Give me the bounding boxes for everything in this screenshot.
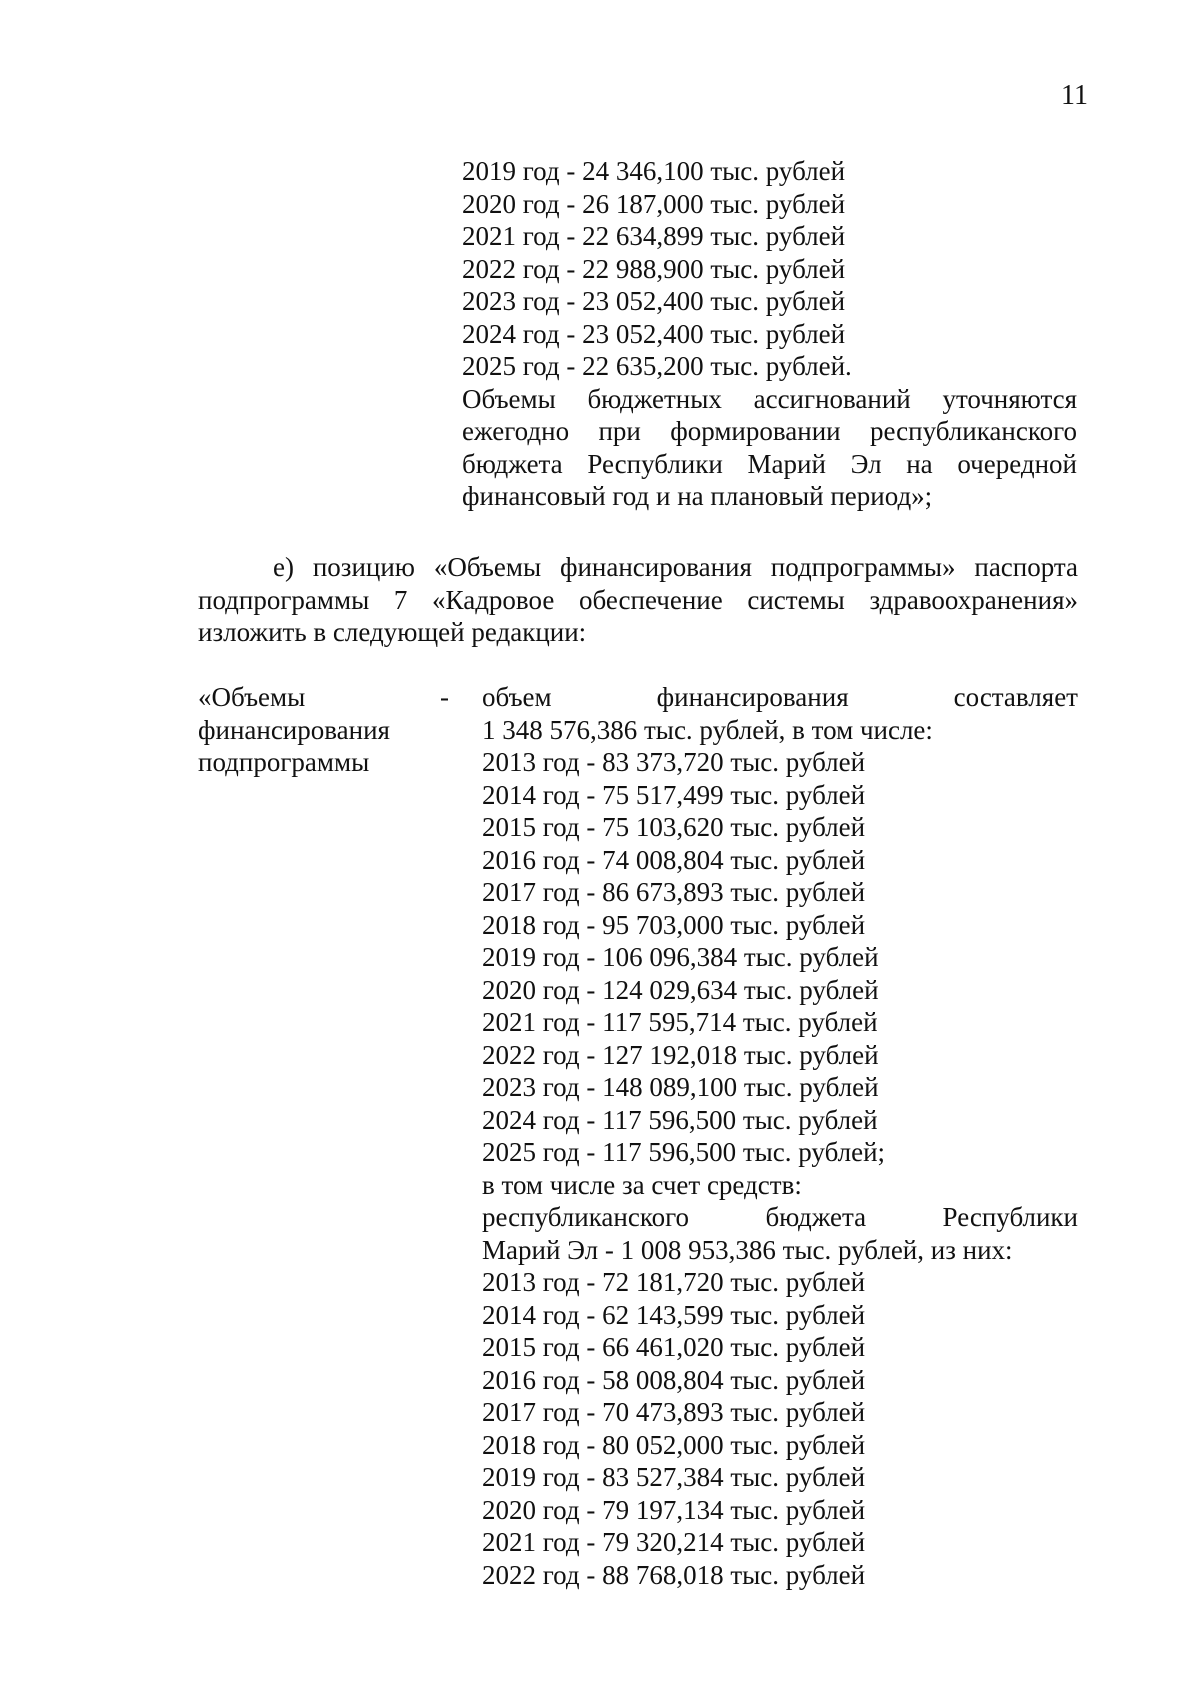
year-line: 2022 год - 22 988,900 тыс. рублей	[462, 253, 846, 284]
note-line: финансовый год и на плановый период»;	[462, 481, 933, 511]
budget-source-line	[482, 1201, 1078, 1234]
sources-line: в том числе за счет средств:	[482, 1169, 802, 1200]
note-line: бюджета Республики Марий Эл на очередной	[462, 448, 1077, 479]
year-line: 2021 год - 22 634,899 тыс. рублей	[462, 221, 846, 251]
note-line: ежегодно при формировании республиканского	[462, 416, 1077, 446]
paragraph-line: е) позицию «Объемы финансирования подпрограммы» паспорта	[273, 552, 1078, 582]
intro-word: объем	[482, 682, 552, 712]
year-line: 2024 год - 23 052,400 тыс. рублей	[462, 318, 846, 349]
years-total-list	[482, 746, 1078, 1169]
label-line: подпрограммы	[198, 747, 370, 777]
budget-word: бюджета	[765, 1202, 867, 1232]
passport-value-block	[482, 681, 1078, 1591]
passport-dash: -	[440, 682, 449, 712]
year-line: 2025 год - 22 635,200 тыс. рублей.	[462, 351, 852, 381]
year-line: 2023 год - 23 052,400 тыс. рублей	[462, 286, 846, 316]
total-line: 1 348 576,386 тыс. рублей, в том числе:	[482, 714, 933, 745]
years-budget-list	[482, 1266, 1078, 1591]
year-line: 2015 год - 66 461,020 тыс. рублей	[482, 1332, 866, 1362]
budget-total-line: Марий Эл - 1 008 953,386 тыс. рублей, из них:	[482, 1234, 1013, 1265]
year-line: 2018 год - 95 703,000 тыс. рублей	[482, 909, 866, 940]
year-line: 2020 год - 26 187,000 тыс. рублей	[462, 188, 846, 219]
year-line: 2014 год - 75 517,499 тыс. рублей	[482, 779, 866, 810]
label-line: финансирования	[198, 714, 390, 745]
intro-line	[482, 681, 1078, 714]
note-line: Объемы бюджетных ассигнований уточняются	[462, 383, 1077, 414]
budget-word: Республики	[942, 1202, 1078, 1232]
paragraph-line: изложить в следующей редакции:	[198, 617, 587, 647]
budget-word: республиканского	[482, 1202, 689, 1232]
year-line: 2015 год - 75 103,620 тыс. рублей	[482, 812, 866, 842]
year-line: 2018 год - 80 052,000 тыс. рублей	[482, 1429, 866, 1460]
year-line: 2016 год - 74 008,804 тыс. рублей	[482, 844, 866, 875]
year-line: 2019 год - 106 096,384 тыс. рублей	[482, 942, 879, 972]
paragraph-line: подпрограммы 7 «Кадровое обеспечение системы здравоохранения»	[198, 584, 1078, 615]
top-funding-block	[462, 155, 1077, 513]
year-line: 2017 год - 86 673,893 тыс. рублей	[482, 877, 866, 907]
year-line: 2021 год - 117 595,714 тыс. рублей	[482, 1007, 878, 1037]
year-line: 2024 год - 117 596,500 тыс. рублей	[482, 1104, 878, 1135]
intro-word: финансирования	[656, 682, 849, 712]
year-line: 2017 год - 70 473,893 тыс. рублей	[482, 1397, 866, 1427]
passport-label	[198, 681, 448, 779]
year-line: 2019 год - 83 527,384 тыс. рублей	[482, 1462, 866, 1492]
year-line: 2013 год - 83 373,720 тыс. рублей	[482, 747, 866, 777]
year-line: 2020 год - 79 197,134 тыс. рублей	[482, 1494, 866, 1525]
year-line: 2014 год - 62 143,599 тыс. рублей	[482, 1299, 866, 1330]
year-line: 2013 год - 72 181,720 тыс. рублей	[482, 1267, 866, 1297]
year-line: 2023 год - 148 089,100 тыс. рублей	[482, 1072, 879, 1102]
year-line: 2022 год - 127 192,018 тыс. рублей	[482, 1039, 879, 1070]
year-line: 2019 год - 24 346,100 тыс. рублей	[462, 156, 846, 186]
year-line: 2021 год - 79 320,214 тыс. рублей	[482, 1527, 866, 1557]
page-number: 11	[1061, 80, 1088, 111]
label-line: «Объемы	[198, 682, 306, 712]
year-line: 2022 год - 88 768,018 тыс. рублей	[482, 1559, 866, 1590]
year-line: 2016 год - 58 008,804 тыс. рублей	[482, 1364, 866, 1395]
section-e-paragraph	[198, 551, 1078, 649]
year-line: 2025 год - 117 596,500 тыс. рублей;	[482, 1137, 886, 1167]
intro-word: составляет	[953, 682, 1078, 712]
year-line: 2020 год - 124 029,634 тыс. рублей	[482, 974, 879, 1005]
